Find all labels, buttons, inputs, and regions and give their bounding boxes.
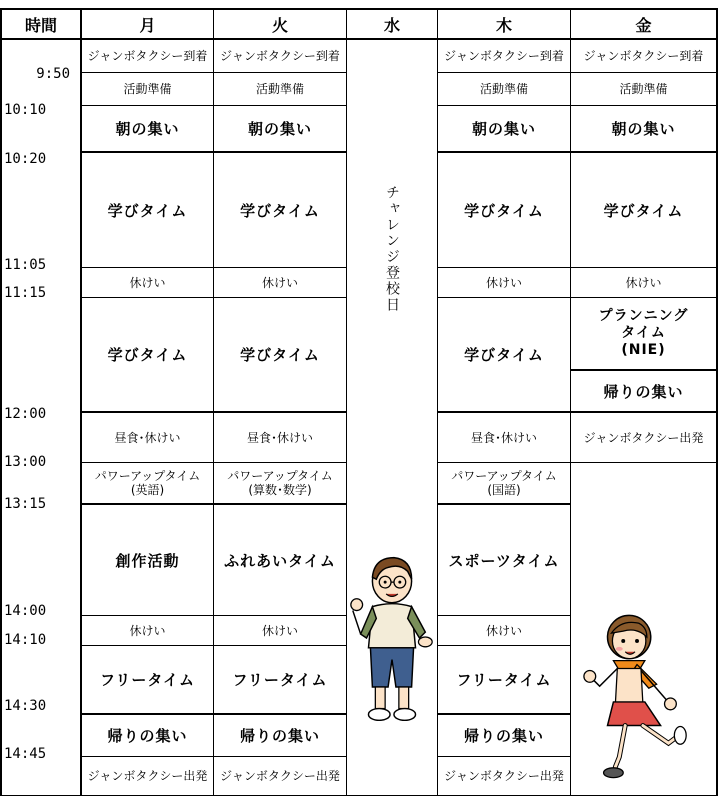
time-label: 14:10 <box>4 632 47 648</box>
thu-free-time: フリータイム <box>456 671 552 689</box>
thu-morning-assembly: 朝の集い <box>471 120 536 138</box>
boy-illustration <box>343 548 441 728</box>
tue-learning-time-2: 学びタイム <box>240 346 320 364</box>
fri-going-home-assembly: 帰りの集い <box>603 382 684 401</box>
mon-break-1: 休けい <box>129 275 166 290</box>
time-label: 14:45 <box>4 746 47 762</box>
thu-learning-time-1: 学びタイム <box>464 201 544 220</box>
time-label: 10:20 <box>4 151 47 167</box>
mon-powerup-subject: (英語) <box>130 483 165 497</box>
fri-planning-line-1: プランニング <box>598 308 689 324</box>
thu-break-1: 休けい <box>485 275 522 290</box>
fri-planning-line-2: タイム <box>621 325 666 341</box>
mon-lunch: 昼食･休けい <box>114 430 181 445</box>
thu-powerup <box>438 463 570 503</box>
tue-morning-assembly: 朝の集い <box>247 120 312 138</box>
fri-learning-time-1: 学びタイム <box>603 201 684 220</box>
time-label: 14:30 <box>4 698 47 714</box>
time-label: 10:10 <box>4 102 47 118</box>
thu-prep: 活動準備 <box>479 82 528 96</box>
tue-powerup <box>214 463 346 503</box>
tue-break-2: 休けい <box>261 623 298 638</box>
time-label: 12:00 <box>4 406 47 422</box>
fri-morning-assembly: 朝の集い <box>611 120 676 138</box>
time-label: 13:00 <box>4 454 47 470</box>
tue-break-1: 休けい <box>261 275 298 290</box>
table-border-left <box>0 8 2 796</box>
mon-powerup <box>82 463 213 503</box>
tue-taxi-arrive: ジャンボタクシー到着 <box>220 49 340 63</box>
tue-learning-time-1: 学びタイム <box>240 201 320 220</box>
tue-free-time: フリータイム <box>232 671 328 689</box>
header-monday: 月 <box>139 15 156 35</box>
header-wednesday: 水 <box>383 15 400 35</box>
tue-powerup-title: パワーアップタイム <box>227 469 333 483</box>
fri-taxi-depart: ジャンボタクシー出発 <box>583 430 704 445</box>
mon-creative-activity: 創作活動 <box>115 551 180 570</box>
time-label: 11:15 <box>4 285 47 301</box>
header-time: 時間 <box>24 15 57 35</box>
fri-planning-line-3: (NIE) <box>621 342 666 358</box>
thu-taxi-depart: ジャンボタクシー出発 <box>444 769 564 783</box>
time-label: 13:15 <box>4 496 47 512</box>
header-thursday: 木 <box>495 15 512 35</box>
mon-taxi-arrive: ジャンボタクシー到着 <box>87 49 208 63</box>
mon-taxi-depart: ジャンボタクシー出発 <box>87 769 208 783</box>
time-label: 14:00 <box>4 603 47 619</box>
thu-powerup-title: パワーアップタイム <box>451 469 557 483</box>
tue-taxi-depart: ジャンボタクシー出発 <box>220 769 340 783</box>
mon-free-time: フリータイム <box>99 671 196 689</box>
tue-going-home-assembly: 帰りの集い <box>239 727 320 745</box>
mon-learning-time-2: 学びタイム <box>107 346 188 364</box>
header-tuesday: 火 <box>271 15 288 35</box>
thu-going-home-assembly: 帰りの集い <box>463 727 544 745</box>
tue-powerup-subject: (算数･数学) <box>248 483 312 497</box>
mon-going-home-assembly: 帰りの集い <box>107 727 188 745</box>
wed-challenge-label: チャレンジ登校日 <box>384 185 400 313</box>
fri-prep: 活動準備 <box>619 82 668 96</box>
tue-lunch: 昼食･休けい <box>246 430 313 445</box>
thu-break-2: 休けい <box>485 623 522 638</box>
girl-illustration <box>578 608 696 788</box>
tue-prep: 活動準備 <box>255 82 304 96</box>
row-divider <box>571 462 716 463</box>
mon-morning-assembly: 朝の集い <box>115 120 180 138</box>
thu-lunch: 昼食･休けい <box>470 430 537 445</box>
mon-break-2: 休けい <box>129 623 166 638</box>
fri-taxi-arrive: ジャンボタクシー到着 <box>583 49 704 63</box>
thu-powerup-subject: (国語) <box>487 483 521 497</box>
time-label: 11:05 <box>4 257 47 273</box>
mon-powerup-title: パワーアップタイム <box>94 469 201 483</box>
mon-prep: 活動準備 <box>123 82 172 96</box>
time-label: 9:50 <box>36 66 70 82</box>
fri-break-1: 休けい <box>625 275 662 290</box>
tue-fureai-time: ふれあいタイム <box>224 551 336 570</box>
wed-challenge-day <box>347 185 437 345</box>
fri-planning-time <box>571 298 716 369</box>
thu-sports-time: スポーツタイム <box>448 551 560 570</box>
thu-learning-time-2: 学びタイム <box>464 346 544 364</box>
mon-learning-time-1: 学びタイム <box>107 201 188 220</box>
header-friday: 金 <box>635 15 652 35</box>
table-border-bottom <box>0 795 718 796</box>
thu-taxi-arrive: ジャンボタクシー到着 <box>444 49 564 63</box>
